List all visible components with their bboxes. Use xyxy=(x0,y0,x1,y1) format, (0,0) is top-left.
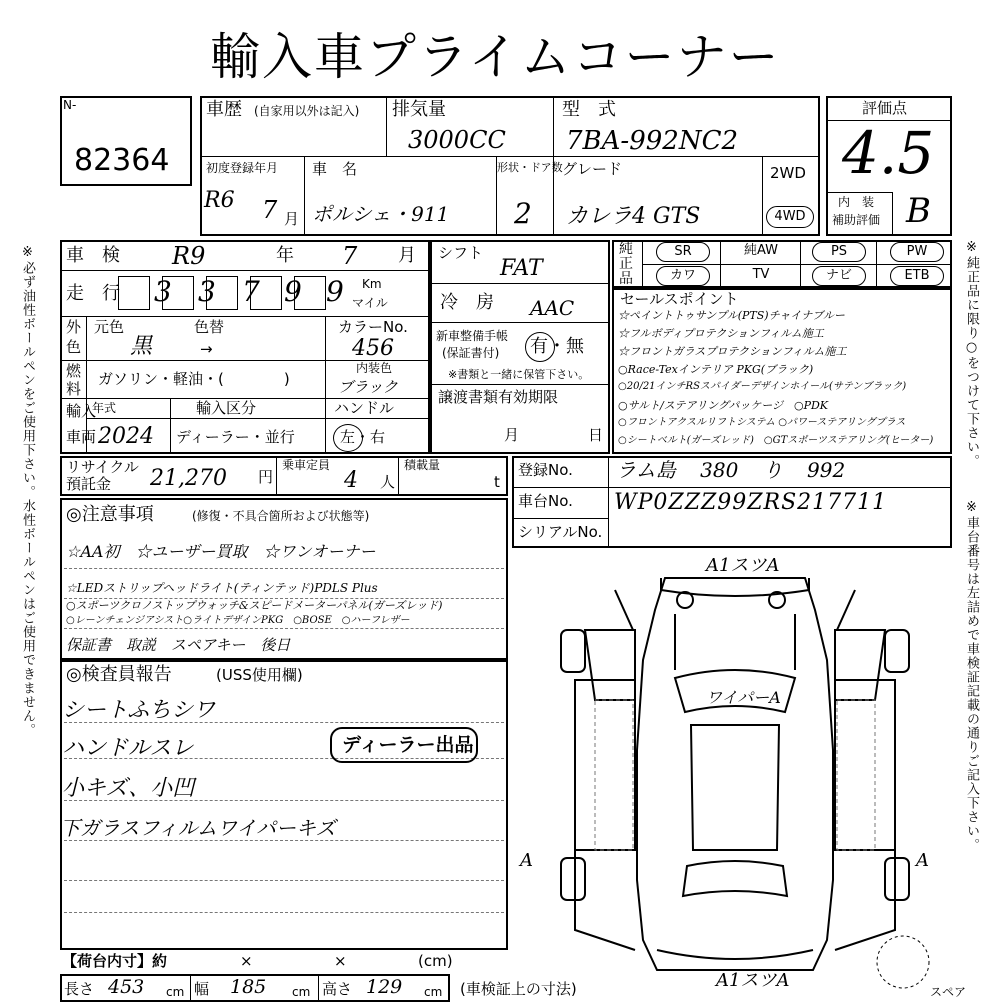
shaken-label: 車 検 xyxy=(66,245,120,266)
load-label: 積載量 xyxy=(404,458,441,472)
change-color-value: → xyxy=(200,340,213,358)
note-line: ○レーンチェンジアシスト○ライトデザインPKG ○BOSE ○ハーフレザー xyxy=(66,615,410,626)
spare-tire xyxy=(877,936,929,988)
drive-2wd: 2WD xyxy=(770,164,806,182)
history-note: (自家用以外は記入) xyxy=(254,104,360,118)
dealer-stamp xyxy=(330,727,478,763)
mileage-digit: 9 xyxy=(284,275,302,308)
recycle-value: 21,270 xyxy=(150,466,227,491)
inspector-sub: (USS使用欄) xyxy=(216,666,303,684)
inspector-line: 下ガラスフィルムワイパーキズ xyxy=(60,816,336,840)
recycle-label-2: 預託金 xyxy=(66,475,112,493)
model-type-label: 型 式 xyxy=(562,99,616,120)
diagram-windshield-label: ワイパーA xyxy=(706,688,781,707)
ac-value: AAC xyxy=(530,296,575,320)
chassis-label: 車台No. xyxy=(518,492,573,510)
cargo-x1: × xyxy=(240,952,253,970)
page-title: 輸入車プライムコーナー xyxy=(210,28,781,86)
transfer-label: 譲渡書類有効期限 xyxy=(438,388,559,406)
shift-label: シフト xyxy=(438,244,484,262)
length-unit: cm xyxy=(166,985,185,999)
first-reg-label: 初度登録年月 xyxy=(206,161,279,175)
sales-point: ○Race-Texインテリア PKG(ブラック) xyxy=(618,363,814,376)
width-label: 幅 xyxy=(194,980,210,998)
color-no-value: 456 xyxy=(352,336,394,361)
recycle-label-1: リサイクル xyxy=(66,458,139,476)
shaken-month-unit: 月 xyxy=(398,245,416,266)
note-line: ☆AA初 ☆ユーザー買取 ☆ワンオーナー xyxy=(66,542,376,561)
height-value: 129 xyxy=(366,976,403,998)
import-class-label: 輸入区分 xyxy=(196,399,257,417)
mileage-digit: 3 xyxy=(154,275,172,308)
registration-value: ラム島 380 り 992 xyxy=(616,458,846,482)
length-label: 長さ xyxy=(64,980,95,998)
sales-point: ☆フロントガラスプロテクションフィルム施工 xyxy=(618,345,847,358)
inspector-label: ◎検査員報告 xyxy=(66,664,172,685)
right-door xyxy=(835,630,885,700)
notes-sub: (修復・不具合箇所および状態等) xyxy=(192,509,370,523)
handle-selected-circle xyxy=(333,424,363,452)
height-unit: cm xyxy=(424,985,443,999)
shaken-era: R9 xyxy=(172,242,206,270)
shaken-month: 7 xyxy=(342,242,358,270)
lot-label: N- xyxy=(63,98,77,112)
cargo-label: 【荷台内寸】約 xyxy=(62,952,168,970)
car-body-outline xyxy=(637,578,833,970)
wheel-rear-right xyxy=(885,858,909,900)
fuel-label-2: 料 xyxy=(66,380,82,398)
grade-value: カレラ4 GTS xyxy=(566,204,701,229)
diagram-front-label: A1スツA xyxy=(706,555,780,576)
capacity-label: 乗車定員 xyxy=(282,458,331,472)
model-type-value: 7BA-992NC2 xyxy=(566,126,739,156)
car-name-label: 車 名 xyxy=(312,160,358,178)
diagram-left-label: A xyxy=(520,850,533,871)
width-value: 185 xyxy=(230,976,267,998)
registration-label: 登録No. xyxy=(518,461,573,479)
rear-bumper xyxy=(657,950,813,959)
mirror-right xyxy=(837,590,855,630)
headlight-left xyxy=(677,592,693,608)
cargo-unit: (cm) xyxy=(418,952,453,970)
interior-label-2: 補助評価 xyxy=(832,213,881,227)
notes-label: ◎注意事項 xyxy=(66,504,154,525)
inspector-line: ハンドルスレ xyxy=(62,736,194,761)
first-reg-era: R6 xyxy=(204,188,235,213)
mileage-digit: 9 xyxy=(326,275,344,308)
import-year-label: 年式 xyxy=(92,401,117,415)
inspector-line: 小キズ、小凹 xyxy=(62,776,195,801)
change-color-label: 色替 xyxy=(194,318,225,336)
orig-color-label: 元色 xyxy=(94,318,125,336)
orig-color-value: 黒 xyxy=(130,334,153,359)
inspector-line: シートふちシワ xyxy=(62,698,216,723)
mileage-label: 走 行 xyxy=(66,283,120,304)
diagram-right-label: A xyxy=(916,850,929,871)
side-note-right-1: ※純正品に限り○をつけて下さい。 xyxy=(964,240,979,468)
import-class-value: ディーラー・並行 xyxy=(176,428,295,446)
roof xyxy=(691,725,779,850)
equipment-label: 純正品 xyxy=(619,241,633,287)
import-label-1: 輸入 xyxy=(66,402,97,420)
mileage-digit: 3 xyxy=(198,275,216,308)
wheel-front-right xyxy=(885,630,909,672)
equip-navi: ナビ xyxy=(812,266,866,286)
sales-point: ○シートベルト(ガーズレッド) ○GTスポーツステアリング(ヒーター) xyxy=(618,435,934,446)
import-year: 2024 xyxy=(98,424,154,449)
left-door xyxy=(585,630,635,700)
handle-value: 左・右 xyxy=(340,428,386,446)
height-label: 高さ xyxy=(322,980,353,998)
ac-label: 冷 房 xyxy=(440,292,494,313)
side-note-right-2: ※車台番号は左詰めで車検証記載の通りご記入下さい。 xyxy=(964,500,979,852)
dims-note: (車検証上の寸法) xyxy=(460,980,577,998)
sales-points-label: セールスポイント xyxy=(620,290,739,308)
sales-point: ○20/21インチRSスパイダーデザインホイール(サテンブラック) xyxy=(618,381,907,392)
equip-aw: 純AW xyxy=(743,243,779,258)
equip-pw: PW xyxy=(890,242,944,262)
shaken-year-unit: 年 xyxy=(276,245,294,266)
car-diagram xyxy=(515,550,955,1000)
capacity-value: 4 xyxy=(344,468,358,493)
maintenance-selected-circle xyxy=(525,332,555,362)
sales-point: ☆ペイントトゥサンプル(PTS)チャイナブルー xyxy=(618,309,845,322)
maintenance-options: 有・無 xyxy=(530,336,584,357)
interior-value: B xyxy=(906,191,931,231)
capacity-unit: 人 xyxy=(380,473,396,491)
first-reg-unit: 月 xyxy=(284,210,300,228)
recycle-unit: 円 xyxy=(258,468,274,486)
fuel-label-1: 燃 xyxy=(66,362,82,380)
note-line: ☆LEDストリップヘッドライト(ティンテッド)PDLS Plus xyxy=(66,581,378,595)
mirror-left xyxy=(615,590,633,630)
interior-label-1: 内 装 xyxy=(838,195,875,209)
displacement-label: 排気量 xyxy=(392,99,446,120)
import-label-2: 車両 xyxy=(66,428,97,446)
history-label: 車歴 xyxy=(206,99,242,120)
mileage-unit-mile: マイル xyxy=(352,296,388,310)
equip-leather: カワ xyxy=(656,266,710,286)
maintenance-label-1: 新車整備手帳 xyxy=(436,329,509,343)
shift-value: FAT xyxy=(500,256,543,281)
wheel-front-left xyxy=(561,630,585,672)
maintenance-note: ※書類と一緒に保管下さい。 xyxy=(448,368,590,381)
exterior-label-2: 色 xyxy=(66,338,82,356)
front-bumper xyxy=(661,578,809,596)
diagram-rear-label: A1スツA xyxy=(716,970,790,991)
grade-label: グレード xyxy=(562,160,623,178)
maintenance-label-2: (保証書付) xyxy=(442,346,500,360)
equip-tv: TV xyxy=(752,267,770,282)
doors-label: 形状・ドア数 xyxy=(497,161,563,174)
lot-number: 82364 xyxy=(74,143,170,178)
fuel-options: ガソリン・軽油・( ) xyxy=(98,370,290,388)
diagram-spare-label: スペア xyxy=(930,985,967,999)
first-reg-month: 7 xyxy=(262,196,278,224)
color-no-label: カラーNo. xyxy=(338,318,408,336)
sales-point: ☆フルボディプロテクションフィルム施工 xyxy=(618,327,824,340)
exterior-label-1: 外 xyxy=(66,318,82,336)
wheel-rear-left xyxy=(561,858,585,900)
transfer-day: 日 xyxy=(588,426,604,444)
score-value: 4.5 xyxy=(842,119,935,187)
mileage-digit: 7 xyxy=(242,275,260,308)
cargo-x2: × xyxy=(334,952,347,970)
dealer-stamp-text: ディーラー出品 xyxy=(342,734,474,756)
load-unit: t xyxy=(494,473,500,491)
score-label: 評価点 xyxy=(862,99,908,117)
length-value: 453 xyxy=(108,976,145,998)
transfer-month: 月 xyxy=(504,426,520,444)
interior-color-value: ブラック xyxy=(338,378,398,396)
equip-sr: SR xyxy=(656,242,710,262)
sales-point: ○フロントアクスルリフトシステム ○パワーステアリングプラス xyxy=(618,417,906,428)
car-name-value: ポルシェ・911 xyxy=(312,202,450,226)
serial-label: シリアルNo. xyxy=(518,523,603,541)
displacement-value: 3000CC xyxy=(408,126,506,154)
chassis-value: WP0ZZZ99ZRS217711 xyxy=(614,490,888,515)
sales-point: ○サルト/ステアリングパッケージ ○PDK xyxy=(618,399,829,412)
note-line: 保証書 取説 スペアキー 後日 xyxy=(66,636,291,654)
rear-window xyxy=(683,861,787,896)
width-unit: cm xyxy=(292,985,311,999)
side-note-left: ※必ず油性ボールペンをご使用下さい。水性ボールペンはご使用できません。 xyxy=(20,245,35,737)
drive-4wd: 4WD xyxy=(766,206,814,228)
handle-label: ハンドル xyxy=(334,399,395,417)
interior-color-label: 内装色 xyxy=(356,361,393,375)
doors-value: 2 xyxy=(514,197,532,230)
equip-ps: PS xyxy=(812,242,866,262)
note-line: ○スポーツクロノストップウォッチ&スピードメーターパネル(ガーズレッド) xyxy=(66,599,443,612)
equip-etb: ETB xyxy=(890,266,944,286)
mileage-unit-km: Km xyxy=(362,277,382,291)
